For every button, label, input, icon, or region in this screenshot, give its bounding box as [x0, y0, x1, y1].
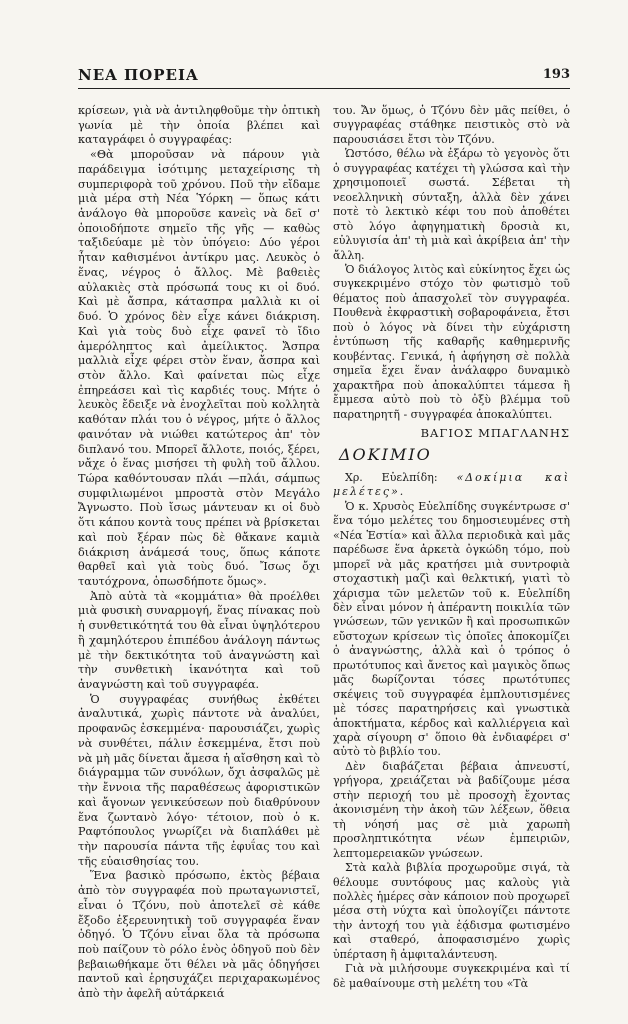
- paragraph: Ὡστόσο, θέλω νὰ ἐξάρω τὸ γεγονὸς ὅτι ὁ συγγραφέας κατέχει τὴ γλώσσα καὶ τὴν χρησιμοποιεῖ σωστά. Σέβεται τὴ νεοελληνικὴ σύνταξη, ἀλλὰ δὲν χάνει ποτὲ τὸ λεκτικὸ κέφι του ποὺ ἀποθέτει στὸ λόγο ἀφηγηματικὴ δροσιὰ κι, εὐλυγισία ἀπ' τὴ μιὰ καὶ ἀκρίβεια ἀπ' τὴν ἄλλη.: [333, 147, 570, 262]
- paragraph: Γιὰ νὰ μιλήσουμε συγκεκριμένα καὶ τί δὲ μαθαίνουμε στὴ μελέτη του «Τὰ: [333, 962, 570, 990]
- citation-title: «Δοκίμια καὶ μελέτες».: [333, 470, 571, 499]
- book-citation: [333, 471, 570, 500]
- paragraph: του. Ἄν ὅμως, ὁ Τζόνυ δὲν μᾶς πείθει, ὁ συγγραφέας στάθηκε πειστικὸς στὸ νὰ παρουσιάσει ἔτσι τὸν Τζόνυ.: [333, 104, 570, 146]
- paragraph: Ὁ διάλογος λιτὸς καὶ εὐκίνητος ἔχει ὡς συγκεκριμένο στόχο τὸν φωτισμὸ τοῦ θέματος ποὺ ἀπασχολεῖ τὸν συγγραφέα. Πουθενὰ ἐκφραστικὴ σοβαροφάνεια, ἔτσι ποὺ ὁ λόγος νὰ δίνει τὴν εὐχάριστη ἐντύπωση τῆς καθαρῆς καθημερινῆς κουβέντας. Γενικά, ἡ ἀφήγηση σὲ πολλὰ σημεῖα ἔχει ἕναν ἀνάλαφρο δυναμικὸ χαρακτῆρα ποὺ ἀποκαλύπτει τάμεσα ἢ ἔμμεσα αὐτὸ ποὺ τὸ ὀξὺ βλέμμα τοῦ παρατηρητῆ - συγγραφέα ἀποκαλύπτει.: [333, 262, 570, 421]
- header-rule: [78, 88, 570, 89]
- review-signature: ΒΑΓΙΟΣ ΜΠΑΓΛΑΝΗΣ: [420, 425, 570, 440]
- page-number: 193: [542, 67, 570, 82]
- journal-title: ΝΕΑ ΠΟΡΕΙΑ: [78, 66, 199, 84]
- paragraph: Ὁ συγγραφέας συνήθως ἐκθέτει ἀναλυτικά, χωρὶς πάντοτε νὰ ἀναλύει, προφανῶς ἐσκεμμένα· παρουσιάζει, χωρὶς νὰ συνθέτει, πάλιν ἐσκεμμένα, ἔτσι ποὺ νὰ μὴ μᾶς δίνεται ἄμεσα ἡ αἴσθηση καὶ τὸ διάγραμμα τῶν συνόλων, ὄχι ἀσφαλῶς μὲ τὴν ἔννοια τῆς παραθέσεως ἀφοριστικῶν καὶ ἄγονων γενικεύσεων ποὺ διαθρύνουν ἕνα ζωντανὸ λόγο· τέτοιον, ποὺ ὁ κ. Ραφτόπουλος γνωρίζει νὰ διαπλάθει μὲ τὴν παρουσία πάντα τῆς ἐφυΐας του καὶ τῆς εὐαισθησίας του.: [78, 692, 320, 868]
- quotation-paragraph: «Θὰ μποροῦσαν νὰ πάρουν γιὰ παράδειγμα ἰσότιμης μεταχείρισης τὴ συμπεριφορὰ τοῦ χρόνου. Ποῦ τὴν εἴδαμε μιὰ μέρα στὴ Νέα Ὑόρκη — ὅπως κάτι ἀνάλογο θὰ μποροῦσε κανεὶς νὰ δεῖ σ' ὁποιοδήποτε σημεῖο τῆς γῆς — καθὼς ταξιδεύαμε μὲ τὸν ὑπόγειο: Δύο γέροι ἦταν καθισμένοι ἀντίκρυ μας. Λευκὸς ὁ ἕνας, νέγρος ὁ ἄλλος. Μὲ βαθειὲς αὐλακιὲς στὰ πρόσωπά τους κι οἱ δυό. Καὶ μὲ ἄσπρα, κάτασπρα μαλλιὰ κι οἱ δυό. Ὁ χρόνος δὲν εἶχε κάνει διάκριση. Καὶ γιὰ τοὺς δυὸ εἶχε φανεῖ τὸ ἴδιο ἀμερόληπτος καὶ ἀμείλικτος. Ἄσπρα μαλλιὰ εἶχε φέρει στὸν ἕναν, ἄσπρα καὶ στὸν ἄλλο. Καὶ φαίνεται πὼς εἶχε ἐπηρεάσει καὶ τὶς καρδιές τους. Μήτε ὁ λευκὸς ἔδειξε νὰ ἐνοχλεῖται ποὺ κολλητὰ καθόταν πλάι του ὁ νέγρος, μήτε ὁ ἄλλος φαινόταν νὰ νιώθει κατώτερος ἀπ' τὸν διπλανό του. Μπορεῖ ἄλλοτε, ποιός, ξέρει, νἄχε ὁ ἕνας μισήσει τὴ φυλὴ τοῦ ἄλλου. Τώρα καθόντουσαν πλάι —πλάι, σάμπως συμφιλιωμένοι μπροστὰ στὸν Μεγάλο Ἄγνωστο. Ποὺ ἴσως μάντευαν κι οἱ δυὸ ὅτι κάπου κοντὰ τους πρέπει νὰ βρίσκεται καὶ ποὺ ξέραν πὼς δὲ θἄκανε καμιὰ διάκριση ἀνάμεσά τους, ὅπως κάποτε θαρθεῖ καὶ γιὰ τοὺς δυό. Ἴσως ὄχι ταυτόχρονα, ὁπωσδήποτε ὅμως».: [78, 148, 320, 588]
- running-header: [78, 66, 570, 86]
- paragraph: Δὲν διαβάζεται βέβαια ἀπνευστί, γρήγορα, χρειάζεται νὰ βαδίζουμε μέσα στὴν περιοχή του μὲ προσοχὴ ἔχοντας ἀκονισμένη τὴν ἀκοὴ τῶν λέξεων, ὅθεια τὴ νόησή μας σὲ μιὰ χαρωπὴ προσληπτικότητα νέων ἐμπειριῶν, λεπτομερειακῶν γνώσεων.: [333, 759, 570, 860]
- section-title: ΔΟΚΙΜΙΟ: [339, 445, 432, 465]
- citation-author: Χρ. Εὐελπίδη:: [345, 470, 438, 484]
- paragraph: Ἕνα βασικὸ πρόσωπο, ἐκτὸς βέβαια ἀπὸ τὸν συγγραφέα ποὺ πρωταγωνιστεῖ, εἶναι ὁ Τζόνυ, ποὺ ἀποτελεῖ σὲ κάθε ἔξοδο ἐξερευνητικὴ τοῦ συγγραφέα ἕναν ὁδηγό. Ὁ Τζόνυ εἶναι ὅλα τὰ πρόσωπα ποὺ παίζουν τὸ ρόλο ἑνὸς ὁδηγοῦ ποὺ δὲν βεβαιωθήκαμε ὅτι θέλει νὰ μᾶς ὁδηγήσει παντοῦ καὶ ἑρησυχάζει περιχαρακωμένος ἀπὸ τὴν ἀφελῆ αὐτάρκειά: [78, 869, 320, 1001]
- left-column: [78, 104, 320, 1002]
- right-column: [333, 104, 570, 991]
- paragraph: κρίσεων, γιὰ νὰ ἀντιληφθοῦμε τὴν ὀπτικὴ γωνία μὲ τὴν ὁποία βλέπει καὶ καταγράφει ὁ συγγραφέας:: [78, 104, 320, 147]
- paragraph: Στὰ καλὰ βιβλία προχωροῦμε σιγά, τὰ θέλουμε συντόφους μας καλοὺς γιὰ πολλὲς ἡμέρες σὰν κάποιον ποὺ προχωρεῖ μέσα στὴ νύχτα καὶ ὑπολογίζει πάντοτε τὴν ἀντοχή του γιὰ ἑᾴδισμα φωτισμένο καὶ σταθερό, ἀποφασισμένο χωρὶς ὑπέρταση ἢ ἀμφιταλάντευση.: [333, 861, 570, 961]
- paragraph: Ὁ κ. Χρυσὸς Εὐελπίδης συγκέντρωσε σ' ἕνα τόμο μελέτες του δημοσιευμένες στὴ «Νέα Ἑστία» καὶ ἄλλα περιοδικὰ καὶ μᾶς παρέδωσε ἕνα ἀρκετὰ ὀγκώδη τόμο, ποὺ μπορεῖ νὰ μᾶς κρατήσει μιὰ συντροφιὰ στοχαστικὴ μαζὶ καὶ θελκτική, γιατὶ τὸ χάρισμα τῶν μελετῶν τοῦ κ. Εὐελπίδη δὲν εἶναι μόνον ἡ ἀπέραντη ποικιλία τῶν γνώσεων, τῶν γενικῶν ἢ καὶ προσωπικῶν εὔστοχων κρίσεων τὶς ὁποῖες ἀποκομίζει ὁ ἀναγνώστης, ἀλλὰ καὶ ὁ τρόπος ὁ πρωτότυπος καὶ ἄνετος καὶ μαγικὸς ὅπως μᾶς δωρίζονται τόσες πρωτότυπες σκέψεις τοῦ συγγραφέα ἐμπλουτισμένες μὲ τόσες παρατηρήσεις καὶ γνωστικὰ ἀποκτήματα, κέρδος καὶ καλλιέργεια καὶ χαρὰ σίγουρη σ' ὅποιο θὰ ἐνδιαφέρει σ' αὐτὸ τὸ βιβλίο του.: [333, 499, 570, 759]
- paragraph: Ἀπὸ αὐτὰ τὰ «κομμάτια» θὰ προέλθει μιὰ φυσικὴ συναρμογή, ἕνας πίνακας ποὺ ἡ συνθετικότητά του θὰ εἶναι ὑψηλότερου ἢ χαμηλότερου ἐπιπέδου ἀνάλογη πάντως μὲ τὴν δεκτικότητα τοῦ ἀναγνώστη καὶ τὴν συνθετικὴ ἱκανότητα καὶ τοῦ ἀναγνώστη καὶ τοῦ συγγραφέα.: [78, 589, 320, 692]
